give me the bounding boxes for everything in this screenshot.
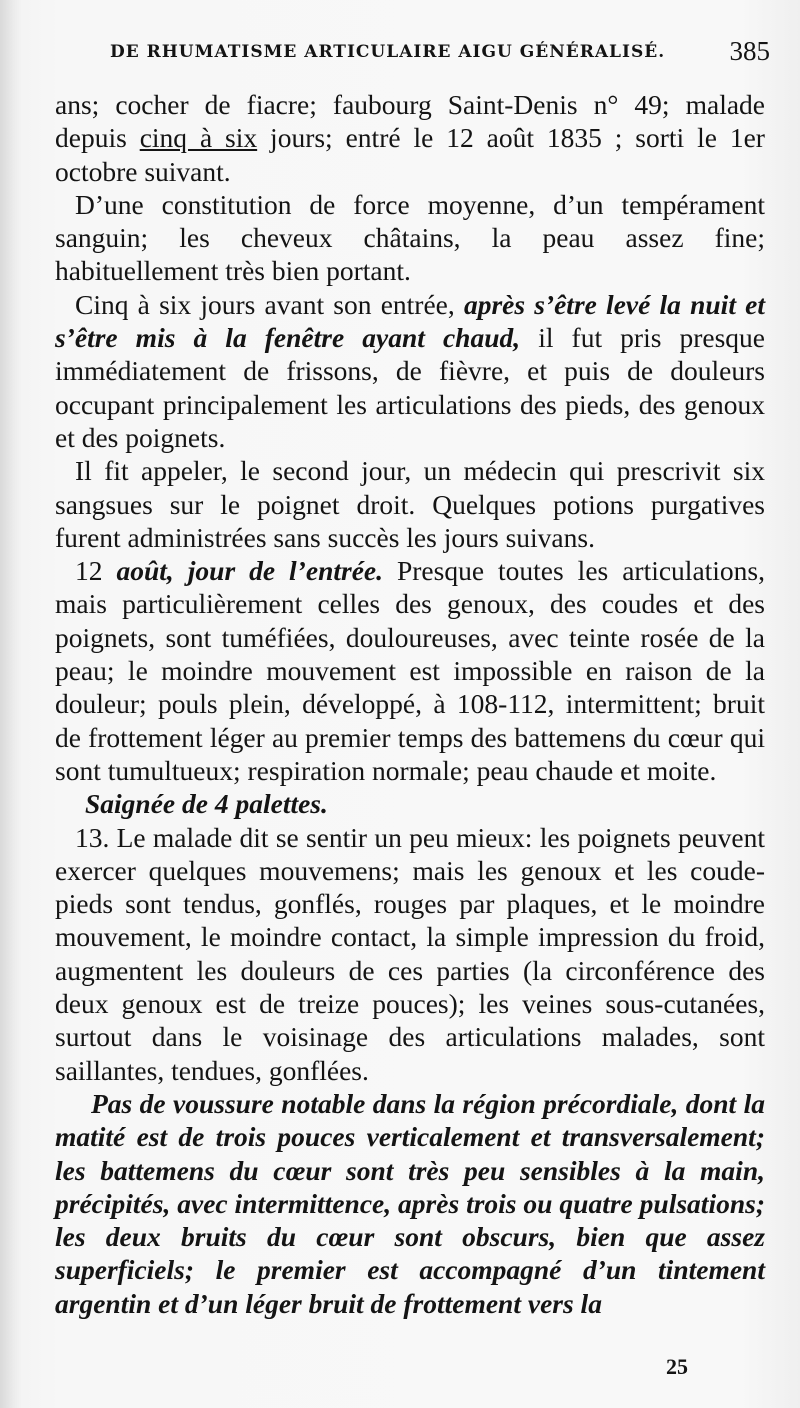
body-text xyxy=(55,88,765,1320)
underlined-phrase: cinq à six xyxy=(139,122,258,154)
paragraph-doctor: Il fit appeler, le second jour, un médecin qui prescrivit six sangsues sur le poignet droit. Quelques potions purgatives furent administrées sans succès les jours suivans. xyxy=(55,455,765,553)
intro-text-end: jours; entré le 12 août 1835 ; sorti le 1er octobre suivant. xyxy=(55,122,765,187)
paragraph-day-13: 13. Le malade dit se sentir un peu mieux: les poignets peuvent exercer quelques mouvemens; mais les genoux et les coude-pieds sont tendus, gonflés, rouges par plaques, et le moindre mouvement, le moindre contact, la simple impression du froid, augmentent les douleurs de ces parties (la circonférence des deux genoux est de treize pouces); les veines sous-cutanées, surtout dans le voisinage des articulations malades, sont saillantes, tendues, gonflées. xyxy=(55,821,765,1086)
signature-mark: 25 xyxy=(666,1354,688,1379)
paragraph-onset xyxy=(55,288,765,454)
intro-text-start: ans; cocher de fiacre; faubourg Saint-Denis n° 49; malade depuis xyxy=(55,89,765,154)
running-head: DE RHUMATISME ARTICULAIRE AIGU GÉNÉRALISÉ. xyxy=(110,42,666,62)
onset-text-end: il fut pris presque immédiatement de frissons, de fièvre, et puis de douleurs occupant principalement les articulations des pieds, des genoux et des poignets. xyxy=(55,322,765,453)
day-heading: août, jour de l’entrée. xyxy=(116,555,383,587)
day-number: 12 xyxy=(75,555,103,587)
page-header xyxy=(110,36,770,76)
paragraph-cardiac-exam: Pas de voussure notable dans la région précordiale, dont la matité est de trois pouces verticalement et transversalement; les battemens du cœur sont très peu sensibles à la main, précipités, avec intermittence, après trois ou quatre pulsations; les deux bruits du cœur sont obscurs, bien que assez superficiels; le premier est accompagné d’un tintement argentin et d’un léger bruit de frottement vers la xyxy=(55,1087,765,1319)
onset-text-start: Cinq à six jours avant son entrée, xyxy=(75,288,464,320)
paragraph-constitution: D’une constitution de force moyenne, d’un tempérament sanguin; les cheveux châtains, la peau assez fine; habituellement très bien portant. xyxy=(55,188,765,287)
page-number: 385 xyxy=(729,36,770,66)
admission-text: Presque toutes les articulations, mais particulièrement celles des genoux, des coudes et des poignets, sont tuméfiées, douloureuses, avec teinte rosée de la peau; le moindre mouvement est impossible en raison de la douleur; pouls plein, développé, à 108-112, intermittent; bruit de frottement léger au premier temps des battemens du cœur qui sont tumultueux; respiration normale; peau chaude et moite. xyxy=(55,555,766,786)
prescription-bleeding: Saignée de 4 palettes. xyxy=(85,788,328,820)
paragraph-intro xyxy=(55,88,765,188)
onset-italic-phrase: après s’être levé la nuit et s’être mis à la fenêtre ayant chaud, xyxy=(55,288,765,354)
paragraph-admission-day xyxy=(55,554,765,787)
